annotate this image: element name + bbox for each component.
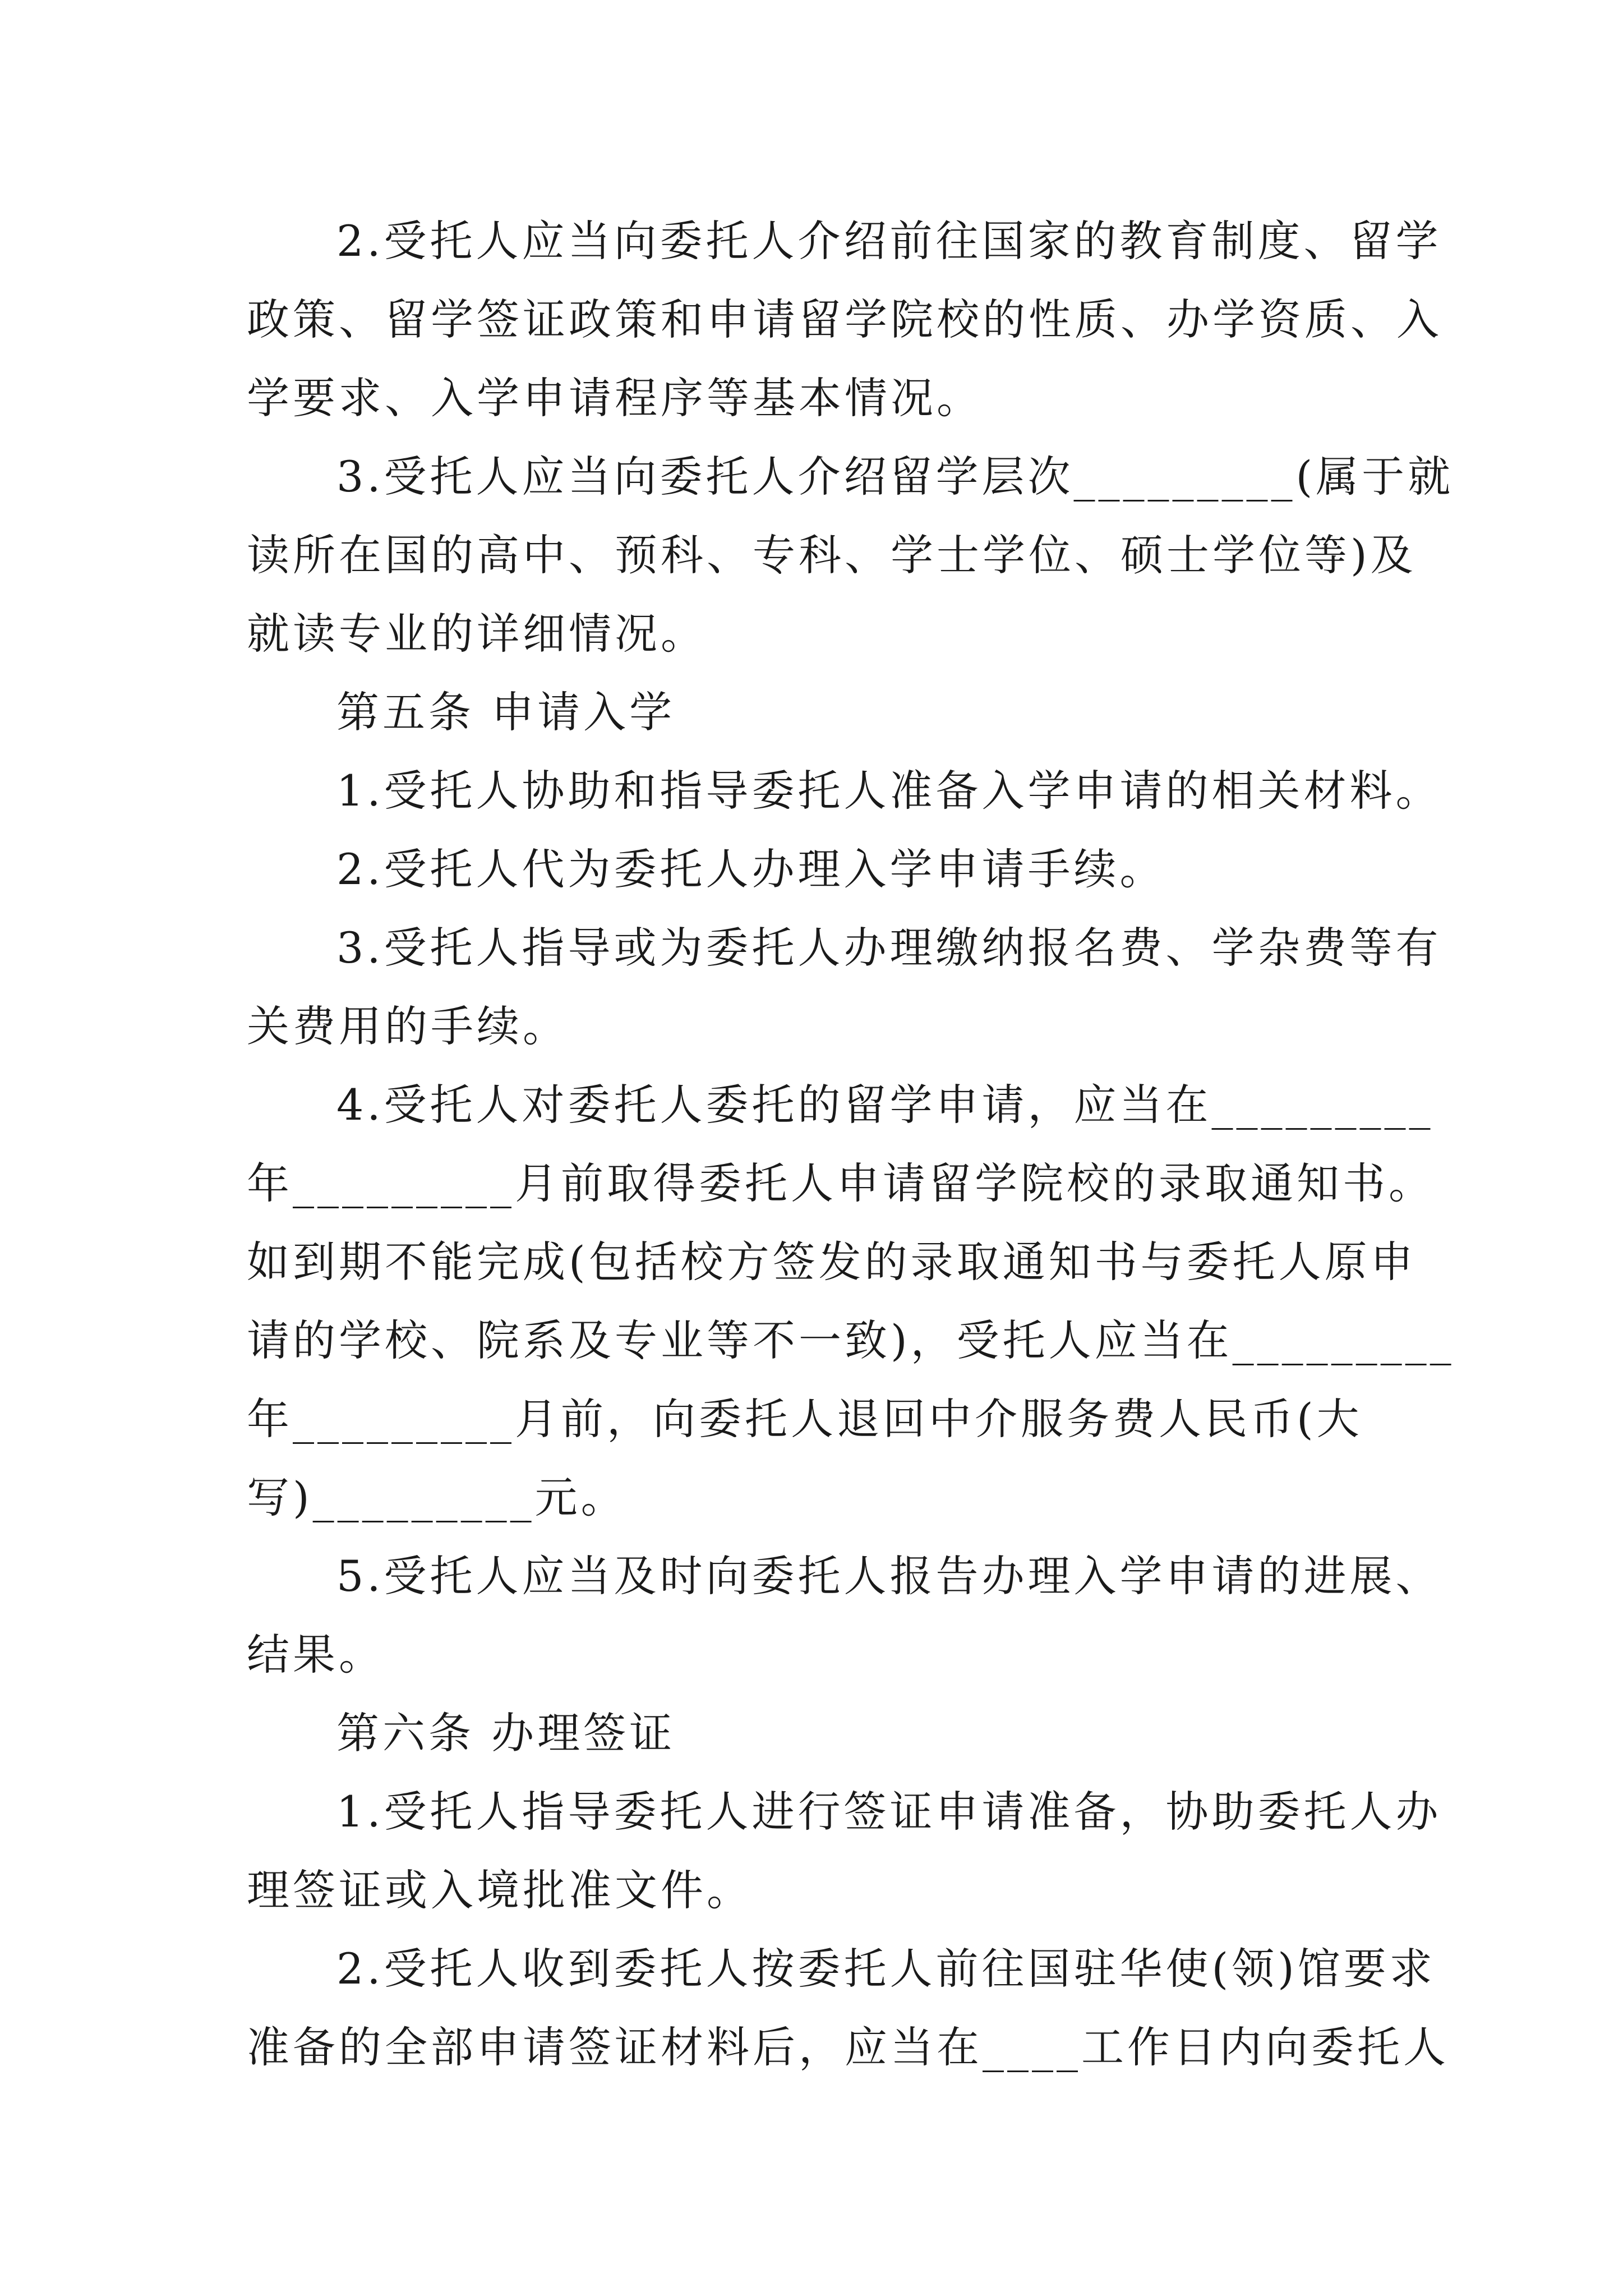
paragraph-line: 如到期不能完成(包括校方签发的录取通知书与委托人原申 (247, 1237, 1417, 1287)
paragraph-line: 请的学校、院系及专业等不一致)，受托人应当在_________ (247, 1315, 1455, 1365)
paragraph-line: 4.受托人对委托人委托的留学申请，应当在_________ (336, 1080, 1434, 1130)
paragraph-line: 政策、留学签证政策和申请留学院校的性质、办学资质、入 (247, 295, 1442, 344)
paragraph-line: 3.受托人应当向委托人介绍留学层次_________(属于就 (336, 452, 1454, 501)
paragraph-line: 1.受托人指导委托人进行签证申请准备，协助委托人办 (336, 1787, 1442, 1837)
paragraph-line: 关费用的手续。 (247, 1001, 569, 1051)
paragraph-line: 2.受托人收到委托人按委托人前往国驻华使(领)馆要求 (336, 1944, 1436, 1994)
paragraph-line: 3.受托人指导或为委托人办理缴纳报名费、学杂费等有 (336, 923, 1442, 973)
section-heading: 第六条 办理签证 (336, 1708, 676, 1758)
paragraph-line: 写)_________元。 (247, 1473, 627, 1522)
paragraph-line: 理签证或入境批准文件。 (247, 1865, 753, 1915)
paragraph-line: 就读专业的详细情况。 (247, 609, 707, 659)
section-heading: 第五条 申请入学 (336, 687, 676, 737)
paragraph-line: 年_________月前取得委托人申请留学院校的录取通知书。 (247, 1158, 1435, 1208)
paragraph-line: 5.受托人应当及时向委托人报告办理入学申请的进展、 (336, 1551, 1442, 1601)
paragraph-line: 结果。 (247, 1630, 385, 1680)
paragraph-line: 年_________月前，向委托人退回中介服务费人民币(大 (247, 1394, 1363, 1444)
paragraph-line: 学要求、入学申请程序等基本情况。 (247, 373, 983, 423)
paragraph-line: 2.受托人代为委托人办理入学申请手续。 (336, 844, 1166, 894)
paragraph-line: 准备的全部申请签证材料后，应当在____工作日内向委托人 (247, 2022, 1449, 2072)
paragraph-line: 读所在国的高中、预科、专科、学士学位、硕士学位等)及 (247, 530, 1417, 580)
paragraph-line: 2.受托人应当向委托人介绍前往国家的教育制度、留学 (336, 216, 1442, 266)
paragraph-line: 1.受托人协助和指导委托人准备入学申请的相关材料。 (336, 766, 1442, 816)
